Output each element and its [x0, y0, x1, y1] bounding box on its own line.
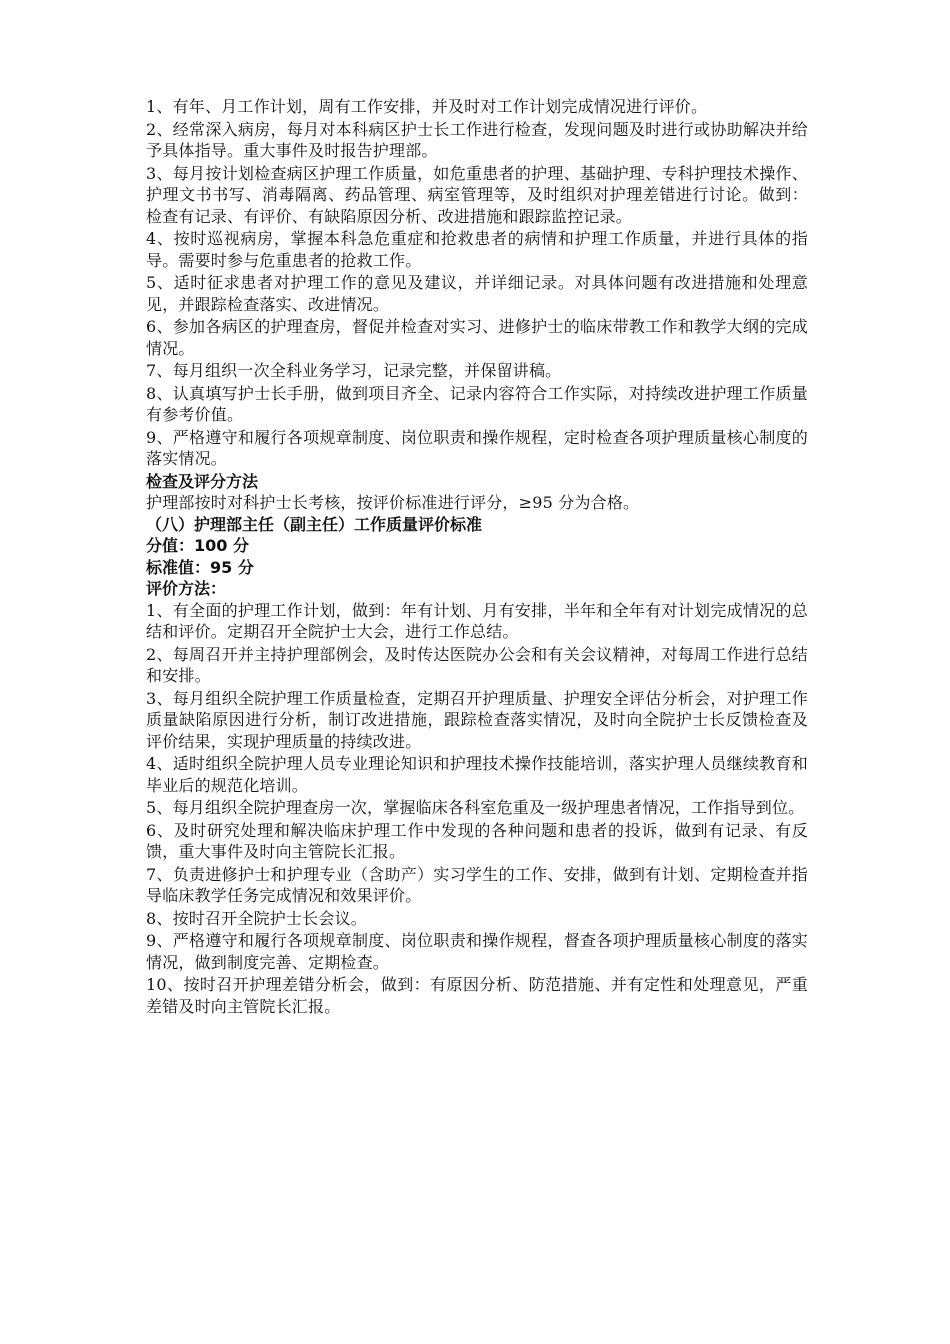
- standard-value: 标准值：95 分: [146, 557, 254, 577]
- section2-title: （八）护理部主任（副主任）工作质量评价标准: [146, 514, 483, 534]
- list-item: 9、严格遵守和履行各项规章制度、岗位职责和操作规程，督查各项护理质量核心制度的落实情况，做到制度完善、定期检查。: [146, 931, 808, 972]
- list-item: 7、每月组织一次全科业务学习，记录完整，并保留讲稿。: [146, 361, 562, 380]
- list-item: 5、每月组织全院护理查房一次，掌握临床各科室危重及一级护理患者情况，工作指导到位。: [146, 798, 805, 817]
- list-item: 1、有全面的护理工作计划，做到：年有计划、月有安排，半年和全年有对计划完成情况的总结和评价。定期召开全院护士大会，进行工作总结。: [146, 600, 808, 641]
- list-item: 7、负责进修护士和护理专业（含助产）实习学生的工作、安排，做到有计划、定期检查并指导临床教学任务完成情况和效果评价。: [146, 864, 808, 905]
- list-item: 4、按时巡视病房，掌握本科急危重症和抢救患者的病情和护理工作质量，并进行具体的指导。需要时参与危重患者的抢救工作。: [146, 229, 808, 270]
- check-method-heading: 检查及评分方法: [146, 471, 259, 491]
- document-page: [146, 96, 808, 1018]
- method-heading: 评价方法：: [146, 579, 227, 598]
- list-item: 2、经常深入病房，每月对本科病区护士长工作进行检查，发现问题及时进行或协助解决并给予具体指导。重大事件及时报告护理部。: [146, 119, 808, 160]
- section1-list: [146, 96, 808, 470]
- list-item: 8、按时召开全院护士长会议。: [146, 908, 367, 928]
- list-item: 1、有年、月工作计划，周有工作安排，并及时对工作计划完成情况进行评价。: [146, 97, 708, 116]
- list-item: 9、严格遵守和履行各项规章制度、岗位职责和操作规程，定时检查各项护理质量核心制度的落实情况。: [146, 427, 808, 468]
- score-value: 分值：100 分: [146, 536, 249, 555]
- list-item: 10、按时召开护理差错分析会，做到：有原因分析、防范措施、并有定性和处理意见，严重差错及时向主管院长汇报。: [146, 975, 808, 1016]
- section2-list: [146, 600, 808, 1018]
- check-method-text: 护理部按时对科护士长考核，按评价标准进行评分，≥95 分为合格。: [146, 493, 640, 512]
- list-item: 3、每月组织全院护理工作质量检查，定期召开护理质量、护理安全评估分析会，对护理工作质量缺陷原因进行分析，制订改进措施，跟踪检查落实情况，及时向全院护士长反馈检查及评价结果，实现护理质量的持续改进。: [146, 688, 808, 751]
- list-item: 5、适时征求患者对护理工作的意见及建议，并详细记录。对具体问题有改进措施和处理意见，并跟踪检查落实、改进情况。: [146, 273, 808, 314]
- list-item: 6、及时研究处理和解决临床护理工作中发现的各种问题和患者的投诉，做到有记录、有反馈，重大事件及时向主管院长汇报。: [146, 820, 808, 861]
- list-item: 6、参加各病区的护理查房，督促并检查对实习、进修护士的临床带教工作和教学大纲的完成情况。: [146, 317, 808, 358]
- list-item: 4、适时组织全院护理人员专业理论知识和护理技术操作技能培训，落实护理人员继续教育和毕业后的规范化培训。: [146, 754, 808, 795]
- list-item: 8、认真填写护士长手册，做到项目齐全、记录内容符合工作实际，对持续改进护理工作质量有参考价值。: [146, 383, 808, 424]
- list-item: 2、每周召开并主持护理部例会，及时传达医院办公会和有关会议精神，对每周工作进行总结和安排。: [146, 644, 808, 685]
- list-item: 3、每月按计划检查病区护理工作质量，如危重患者的护理、基础护理、专科护理技术操作、护理文书书写、消毒隔离、药品管理、病室管理等，及时组织对护理差错进行讨论。做到：检查有记录、有评价、有缺陷原因分析、改进措施和跟踪监控记录。: [146, 163, 808, 226]
